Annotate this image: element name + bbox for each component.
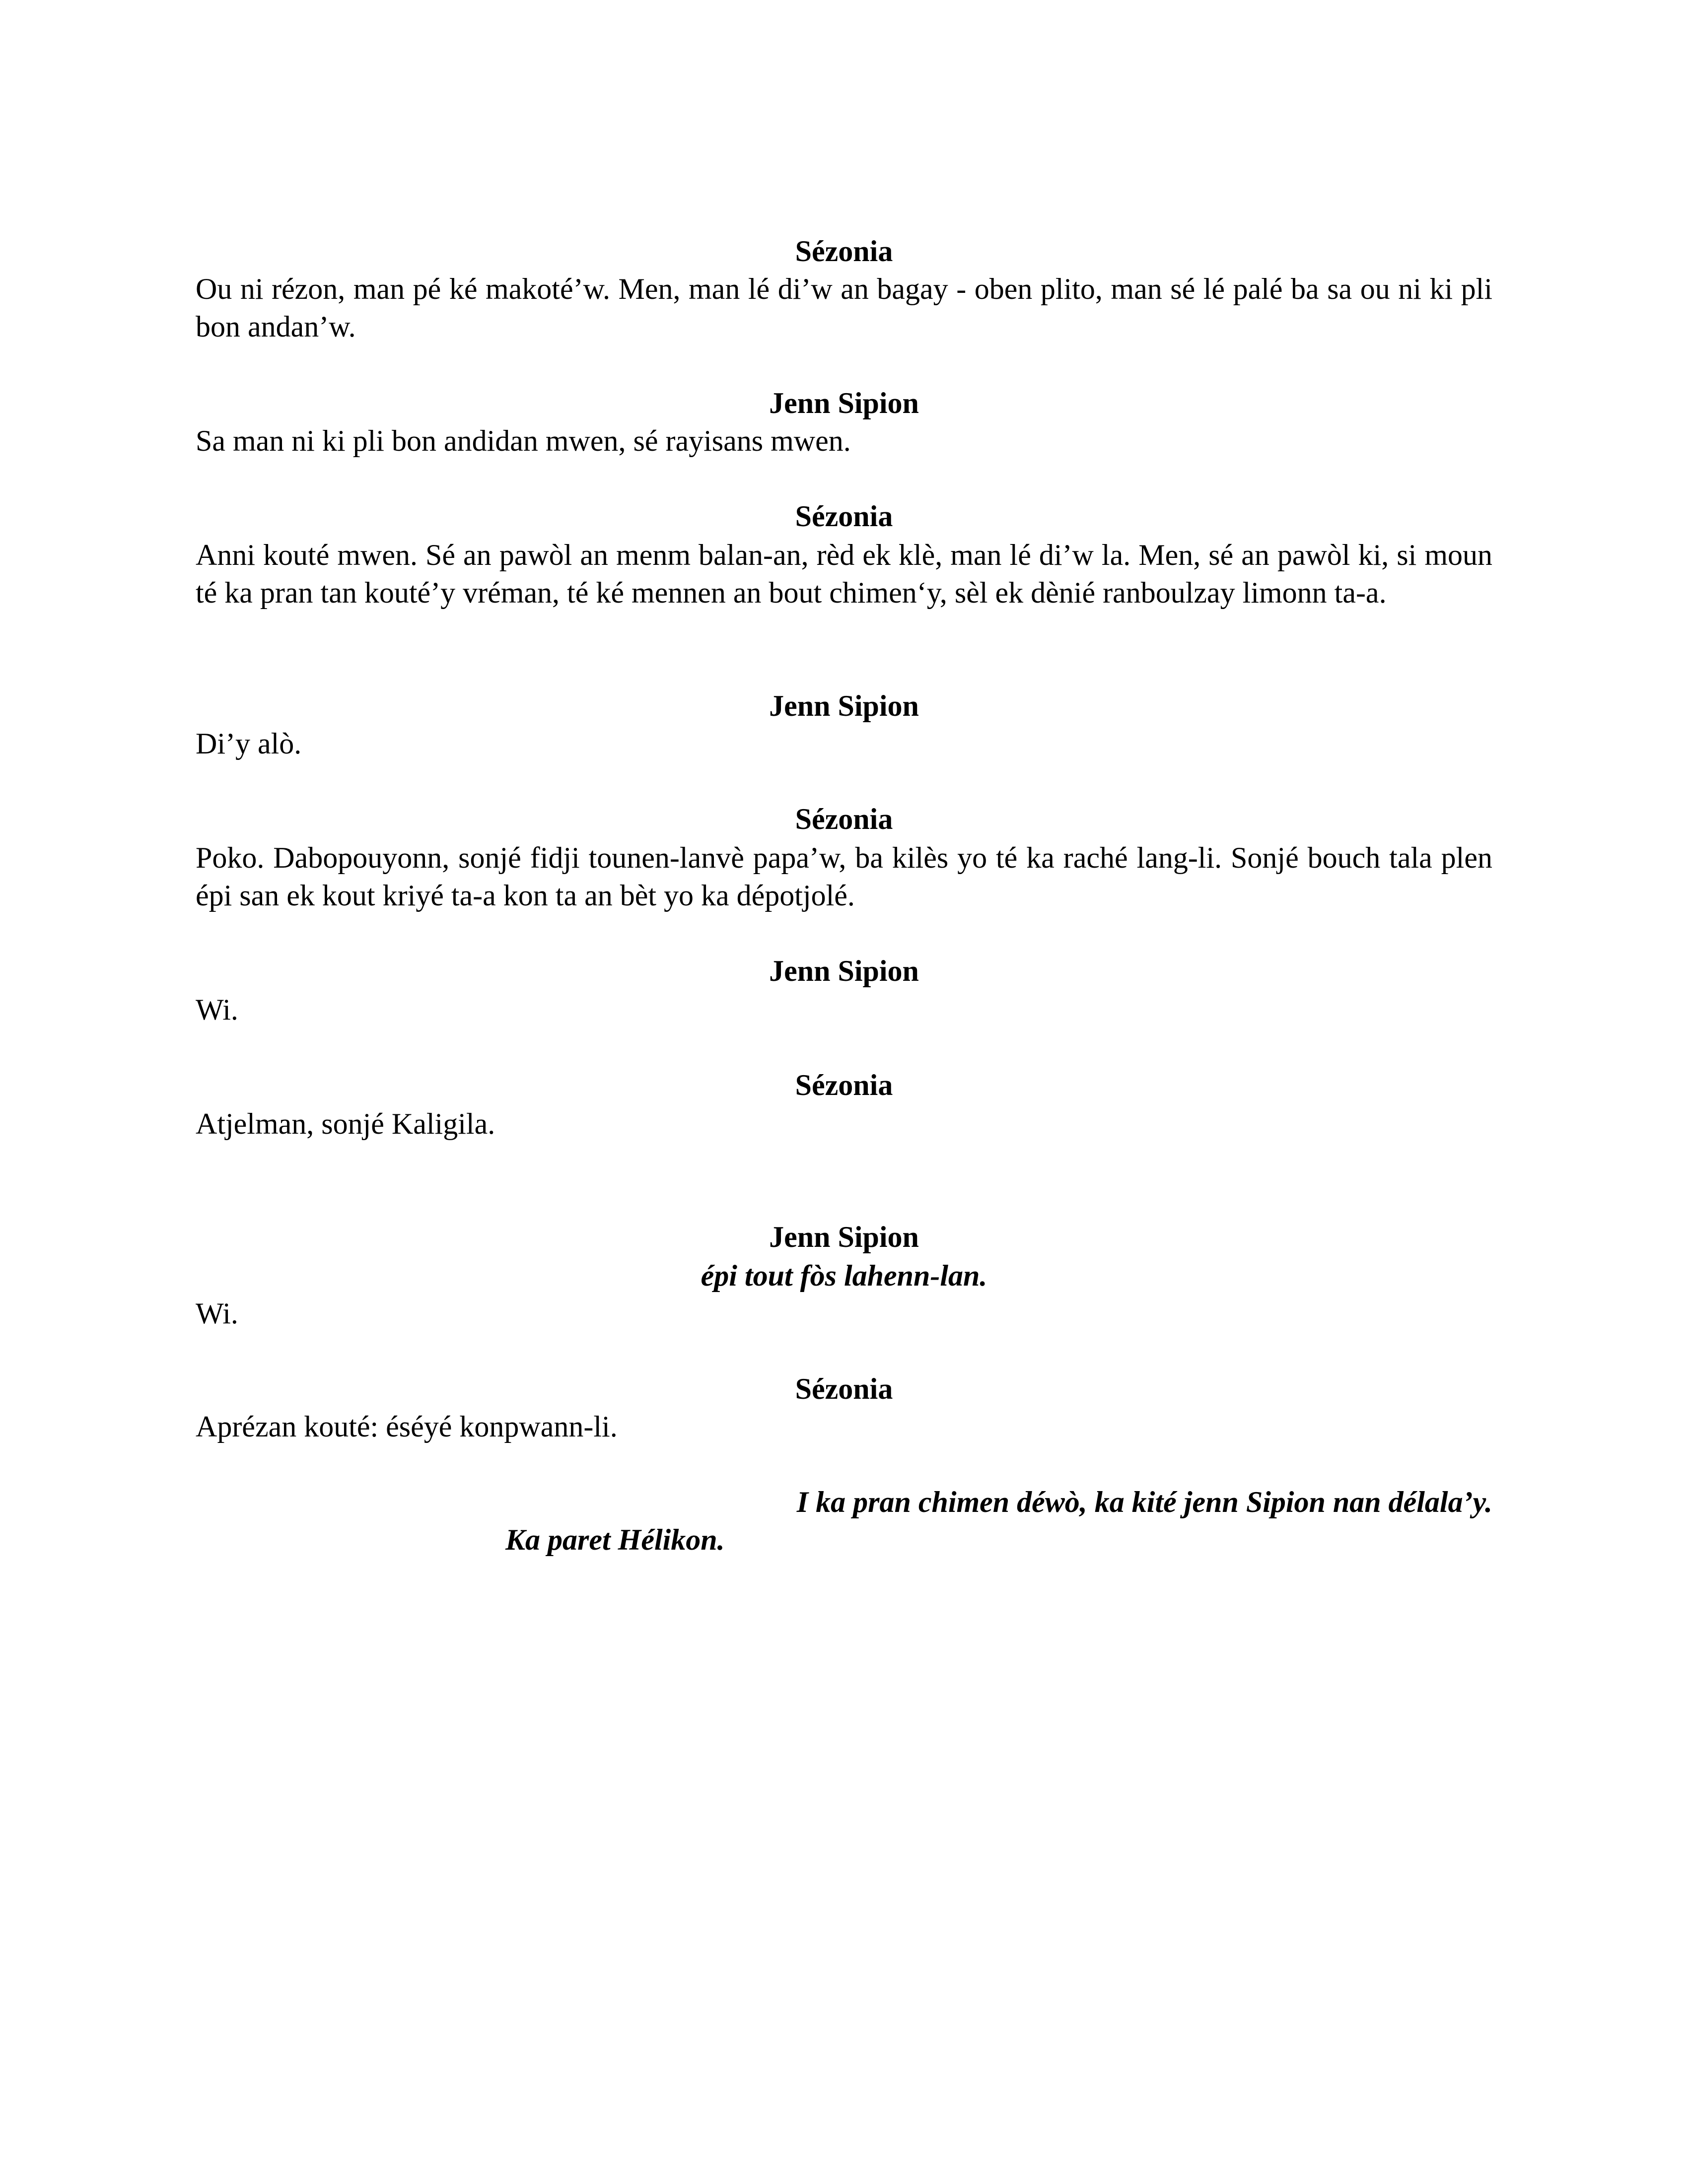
dialogue-text: Anni kouté mwen. Sé an pawòl an menm balan-an, rèd ek klè, man lé di’w la. Men, sé an pawòl ki, si moun té ka pran tan kouté’y vréman, té ké mennen an bout chimen‘y, sèl ek dènié ranboulzay limonn ta-a. bbox=[196, 539, 1492, 609]
stage-direction-enter: Ka paret Hélikon. bbox=[505, 1523, 725, 1556]
dialogue-text: Aprézan kouté: éséyé konpwann-li. bbox=[196, 1410, 618, 1443]
speaker-name: Jenn Sipion bbox=[769, 689, 919, 722]
speaker-name: Sézonia bbox=[795, 1372, 893, 1405]
speaker-name: Jenn Sipion bbox=[769, 955, 919, 987]
speaker-name: Sézonia bbox=[795, 1069, 893, 1101]
stage-direction: épi tout fòs lahenn-lan. bbox=[701, 1259, 987, 1292]
dialogue-text: Sa man ni ki pli bon andidan mwen, sé rayisans mwen. bbox=[196, 424, 851, 457]
stage-direction-exit: I ka pran chimen déwò, ka kité jenn Sipion nan délala’y. bbox=[796, 1486, 1492, 1518]
dialogue-text: Wi. bbox=[196, 1297, 238, 1330]
dialogue-text: Poko. Dabopouyonn, sonjé fidji tounen-lanvè papa’w, ba kilès yo té ka raché lang-li. Sonjé bouch tala plen épi san ek kout kriyé ta-a kon ta an bèt yo ka dépotjolé. bbox=[196, 841, 1492, 912]
dialogue-text: Wi. bbox=[196, 993, 238, 1026]
dialogue-text: Ou ni rézon, man pé ké makoté’w. Men, man lé di’w an bagay - oben plito, man sé lé palé ba sa ou ni ki pli bon andan’w. bbox=[196, 273, 1492, 343]
speaker-name: Sézonia bbox=[795, 500, 893, 533]
dialogue-text: Atjelman, sonjé Kaligila. bbox=[196, 1107, 495, 1140]
dialogue-text: Di’y alò. bbox=[196, 727, 302, 760]
speaker-name: Jenn Sipion bbox=[769, 387, 919, 419]
speaker-name: Sézonia bbox=[795, 235, 893, 268]
speaker-name: Sézonia bbox=[795, 803, 893, 835]
speaker-name: Jenn Sipion bbox=[769, 1221, 919, 1253]
